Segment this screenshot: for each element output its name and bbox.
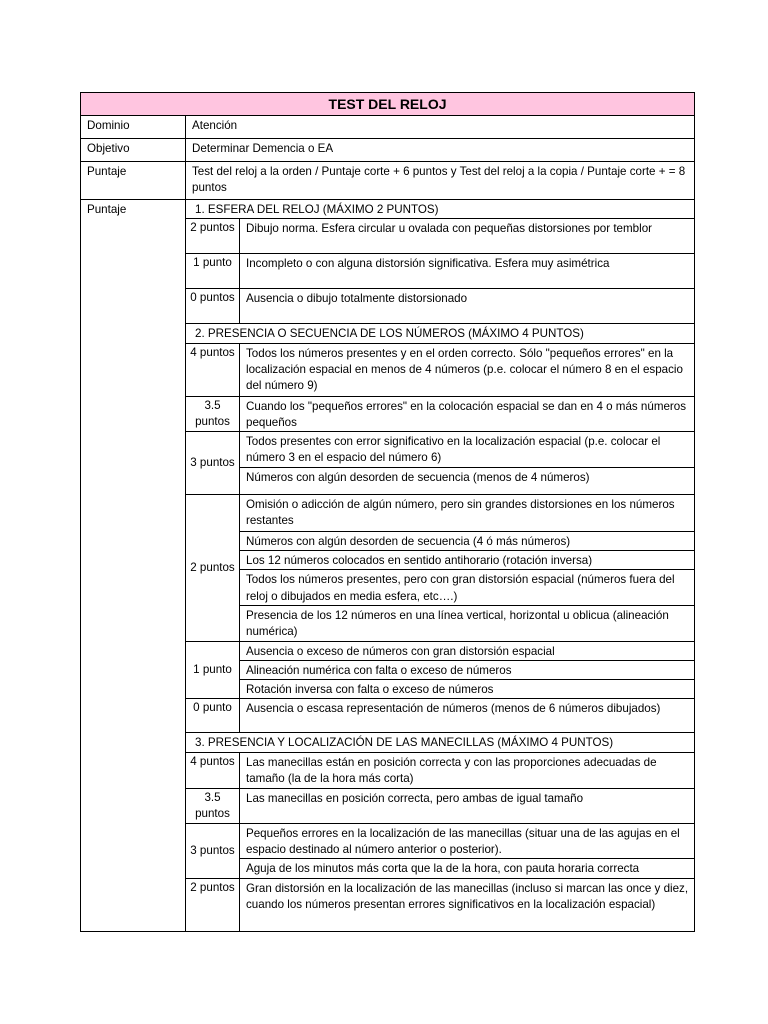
criterion-text: Aguja de los minutos más corta que la de la hora, con pauta horaria correcta (240, 859, 695, 878)
score-cell: 1 punto (186, 254, 240, 289)
criterion-text: Todos los números presentes, pero con gran distorsión espacial (números fuera del reloj o dibujados en media esfera, etc….) (240, 570, 695, 606)
criterion-text: Presencia de los 12 números en una línea vertical, horizontal u oblicua (alineación numérica) (240, 605, 695, 641)
criteria-label: Puntaje (81, 200, 186, 932)
section-heading: 2. PRESENCIA O SECUENCIA DE LOS NÚMEROS (MÁXIMO 4 PUNTOS) (186, 324, 695, 343)
section-heading: 1. ESFERA DEL RELOJ (MÁXIMO 2 PUNTOS) (186, 200, 695, 219)
criterion-text: Las manecillas están en posición correcta y con las proporciones adecuadas de tamaño (la de la hora más corta) (240, 752, 695, 788)
criterion-text: Incompleto o con alguna distorsión significativa. Esfera muy asimétrica (240, 254, 695, 289)
row-label: Puntaje (81, 162, 186, 200)
dominio-row (81, 116, 695, 139)
row-value: Atención (186, 116, 695, 139)
row-label: Objetivo (81, 139, 186, 162)
clock-test-table (80, 92, 695, 932)
score-cell: 0 punto (186, 699, 240, 733)
score-cell: 0 puntos (186, 289, 240, 324)
puntaje-row (81, 162, 695, 200)
score-cell: 2 puntos (186, 878, 240, 931)
score-cell: 2 puntos (186, 219, 240, 254)
score-cell: 2 puntos (186, 494, 240, 641)
criterion-text: Números con algún desorden de secuencia (menos de 4 números) (240, 467, 695, 494)
title-row (81, 93, 695, 116)
criterion-text: Gran distorsión en la localización de las manecillas (incluso si marcan las once y diez, cuando los números presentan errores significativos en la localización espacial) (240, 878, 695, 931)
score-cell: 3.5 puntos (186, 788, 240, 823)
row-value: Determinar Demencia o EA (186, 139, 695, 162)
criterion-text: Las manecillas en posición correcta, pero ambas de igual tamaño (240, 788, 695, 823)
criterion-text: Rotación inversa con falta o exceso de números (240, 680, 695, 699)
score-cell: 4 puntos (186, 343, 240, 396)
criterion-text: Ausencia o dibujo totalmente distorsionado (240, 289, 695, 324)
score-cell: 3 puntos (186, 432, 240, 495)
score-cell: 1 punto (186, 641, 240, 699)
section-heading-row (81, 200, 695, 219)
criterion-text: Ausencia o exceso de números con gran distorsión espacial (240, 641, 695, 660)
table-title: TEST DEL RELOJ (81, 93, 695, 116)
clock-test-sheet (80, 92, 694, 932)
criterion-text: Pequeños errores en la localización de las manecillas (situar una de las agujas en el espacio destinado al número anterior o posterior). (240, 823, 695, 859)
row-label: Dominio (81, 116, 186, 139)
criterion-text: Omisión o adicción de algún número, pero sin grandes distorsiones en los números restantes (240, 494, 695, 531)
section-heading: 3. PRESENCIA Y LOCALIZACIÓN DE LAS MANECILLAS (MÁXIMO 4 PUNTOS) (186, 733, 695, 752)
row-value: Test del reloj a la orden / Puntaje corte + 6 puntos y Test del reloj a la copia / Puntaje corte + = 8 puntos (186, 162, 695, 200)
criterion-text: Ausencia o escasa representación de números (menos de 6 números dibujados) (240, 699, 695, 733)
criterion-text: Todos presentes con error significativo en la localización espacial (p.e. colocar el número 3 en el espacio del número 6) (240, 432, 695, 468)
criterion-text: Números con algún desorden de secuencia (4 ó más números) (240, 531, 695, 550)
criterion-text: Todos los números presentes y en el orden correcto. Sólo "pequeños errores" en la localización espacial en menos de 4 números (p.e. colocar el número 8 en el espacio del número 9) (240, 343, 695, 396)
score-cell: 4 puntos (186, 752, 240, 788)
criterion-text: Dibujo norma. Esfera circular u ovalada con pequeñas distorsiones por temblor (240, 219, 695, 254)
criterion-text: Los 12 números colocados en sentido antihorario (rotación inversa) (240, 551, 695, 570)
objetivo-row (81, 139, 695, 162)
criterion-text: Alineación numérica con falta o exceso de números (240, 660, 695, 679)
criterion-text: Cuando los "pequeños errores" en la colocación espacial se dan en 4 o más números pequeños (240, 396, 695, 432)
score-cell: 3 puntos (186, 823, 240, 878)
score-cell: 3.5 puntos (186, 396, 240, 432)
